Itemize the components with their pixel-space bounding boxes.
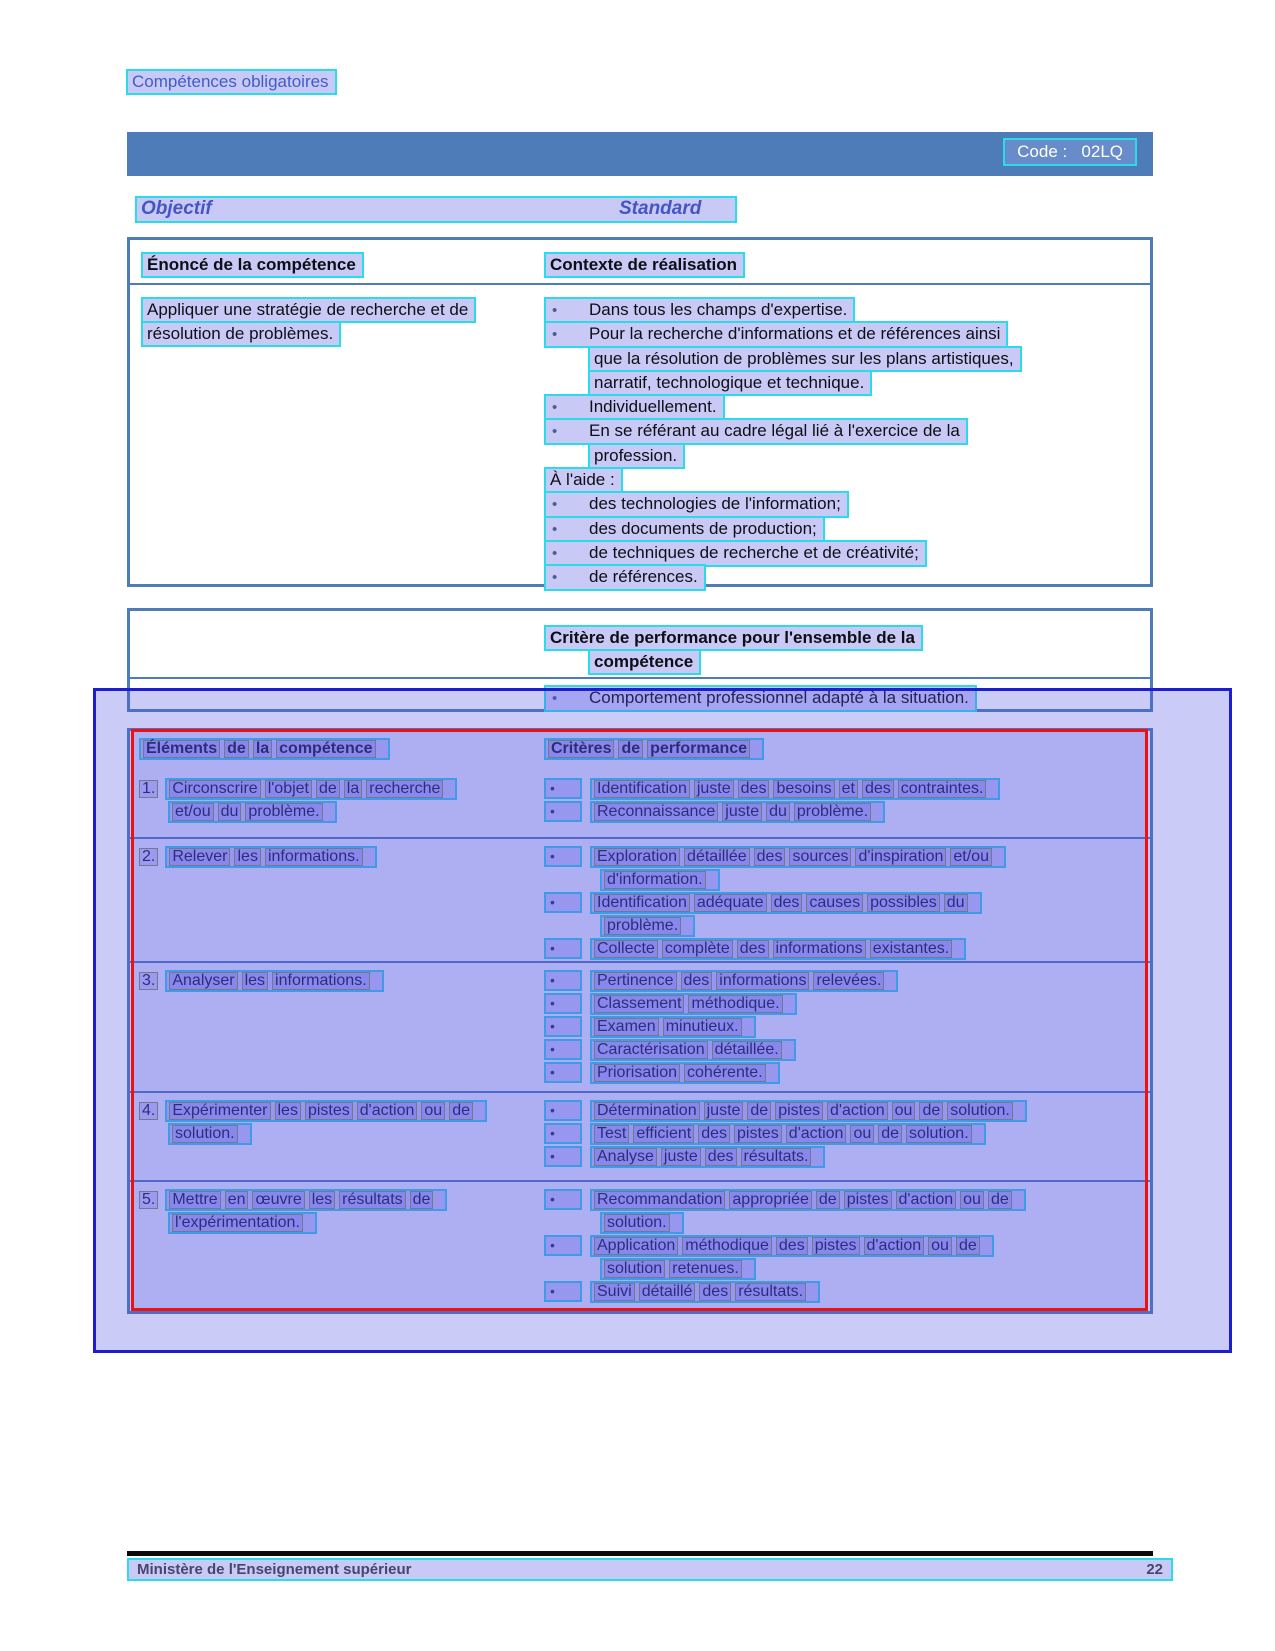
criteria-cell bbox=[544, 846, 1148, 961]
word-box: d'action bbox=[786, 1125, 847, 1143]
table3-row bbox=[130, 771, 1150, 837]
word-box: informations bbox=[773, 940, 866, 958]
word-box: d'action bbox=[827, 1102, 888, 1120]
word-box: cohérente. bbox=[684, 1064, 766, 1082]
highlight-box: profession. bbox=[588, 443, 685, 469]
bullet-icon: • bbox=[552, 544, 558, 562]
element-number: 3. bbox=[139, 972, 158, 990]
bullet-icon: • bbox=[544, 1281, 582, 1302]
word-box: des bbox=[705, 1148, 737, 1166]
word-box: la bbox=[253, 740, 272, 758]
highlight-box bbox=[590, 1100, 1027, 1122]
line-text: de références. bbox=[589, 567, 698, 587]
word-box: solution. bbox=[906, 1125, 972, 1143]
highlight-box bbox=[544, 394, 725, 421]
word-box: de bbox=[956, 1237, 980, 1255]
criterion-line bbox=[544, 1212, 1148, 1235]
criterion-line bbox=[544, 846, 1148, 869]
word-box: juste bbox=[661, 1148, 701, 1166]
word-box: des bbox=[776, 1237, 808, 1255]
highlight-box: Appliquer une stratégie de recherche et de bbox=[141, 297, 476, 323]
word-box: Priorisation bbox=[594, 1064, 680, 1082]
highlight-box bbox=[590, 938, 966, 960]
criteria-cell bbox=[544, 970, 1148, 1085]
highlight-box bbox=[590, 1123, 986, 1145]
word-box: Expérimenter bbox=[169, 1102, 270, 1120]
word-box: œuvre bbox=[252, 1191, 304, 1209]
competence-statement bbox=[141, 297, 476, 346]
highlight-box bbox=[590, 1235, 994, 1257]
bullet-icon: • bbox=[544, 778, 582, 799]
word-box: pistes bbox=[812, 1237, 860, 1255]
word-box: l'objet bbox=[265, 780, 312, 798]
word-box: sources bbox=[789, 848, 851, 866]
word-box: solution. bbox=[947, 1102, 1013, 1120]
line-text: de techniques de recherche et de créativité; bbox=[589, 542, 919, 562]
highlight-box bbox=[590, 801, 885, 823]
bullet-icon: • bbox=[544, 1039, 582, 1060]
element-line bbox=[139, 846, 539, 869]
word-box: juste bbox=[694, 780, 734, 798]
line-text: des documents de production; bbox=[589, 518, 817, 538]
footer-band bbox=[127, 1558, 1173, 1581]
word-box: des bbox=[698, 1125, 730, 1143]
word-box: les bbox=[275, 1102, 301, 1120]
statement-line bbox=[141, 297, 476, 321]
context-line bbox=[544, 685, 1150, 709]
highlight-box bbox=[590, 778, 1000, 800]
element-line bbox=[139, 1212, 539, 1235]
word-box: ou bbox=[892, 1102, 916, 1120]
word-box: Critères bbox=[548, 740, 614, 758]
highlight-box bbox=[544, 418, 968, 445]
element-line bbox=[139, 1100, 539, 1123]
bullet-icon: • bbox=[544, 801, 582, 822]
bullet-icon: • bbox=[552, 399, 558, 417]
word-box: en bbox=[225, 1191, 249, 1209]
word-box: compétence bbox=[276, 740, 375, 758]
t3-col2-header bbox=[544, 738, 764, 760]
line-text: des technologies de l'information; bbox=[589, 494, 841, 514]
table3-row bbox=[130, 961, 1150, 1091]
word-box: de bbox=[747, 1102, 771, 1120]
element-number: 1. bbox=[139, 780, 158, 798]
element-line bbox=[139, 801, 539, 824]
word-box: solution bbox=[604, 1260, 665, 1278]
context-line bbox=[544, 394, 1144, 418]
word-box: Analyse bbox=[594, 1148, 657, 1166]
header-bar bbox=[127, 132, 1153, 176]
bullet-icon: • bbox=[552, 520, 558, 538]
word-box: du bbox=[218, 803, 242, 821]
table-enonce-contexte bbox=[127, 237, 1153, 587]
word-box: adéquate bbox=[694, 894, 767, 912]
word-box: de bbox=[316, 780, 340, 798]
word-box: Exploration bbox=[594, 848, 680, 866]
criterion-line bbox=[544, 1189, 1148, 1212]
criterion-line bbox=[544, 1123, 1148, 1146]
highlight-box bbox=[544, 321, 1008, 348]
word-box: ou bbox=[421, 1102, 445, 1120]
table3-row bbox=[130, 1091, 1150, 1180]
context-line bbox=[544, 467, 1144, 491]
word-box: possibles bbox=[867, 894, 940, 912]
element-line bbox=[139, 1189, 539, 1212]
bullet-icon: • bbox=[544, 846, 582, 867]
bullet-icon: • bbox=[552, 302, 558, 319]
word-box: les bbox=[234, 848, 260, 866]
statement-line bbox=[141, 321, 476, 345]
element-line bbox=[139, 970, 539, 993]
word-box: Application bbox=[594, 1237, 678, 1255]
highlight-box bbox=[590, 1016, 756, 1038]
word-box: de bbox=[988, 1191, 1012, 1209]
highlight-box bbox=[600, 915, 695, 937]
word-box: de bbox=[816, 1191, 840, 1209]
context-line bbox=[544, 649, 1150, 673]
context-line bbox=[544, 443, 1144, 467]
context-line bbox=[544, 564, 1144, 588]
word-box: informations bbox=[716, 972, 809, 990]
word-box: solution. bbox=[172, 1125, 238, 1143]
bullet-icon: • bbox=[552, 496, 558, 514]
word-box: ou bbox=[928, 1237, 952, 1255]
table2-items bbox=[130, 679, 1150, 709]
highlight-box bbox=[590, 1281, 820, 1303]
footer-rule bbox=[127, 1551, 1153, 1556]
word-box: Suivi bbox=[594, 1283, 635, 1301]
word-box: détaillée. bbox=[712, 1041, 782, 1059]
word-box: des bbox=[754, 848, 786, 866]
word-box: Test bbox=[594, 1125, 629, 1143]
element-cell bbox=[139, 970, 539, 993]
highlight-box bbox=[168, 801, 337, 823]
criteria-cell bbox=[544, 1100, 1148, 1169]
word-box: des bbox=[699, 1283, 731, 1301]
word-box: efficient bbox=[633, 1125, 694, 1143]
word-box: besoins bbox=[773, 780, 834, 798]
word-box: et bbox=[839, 780, 858, 798]
element-number: 5. bbox=[139, 1191, 158, 1209]
bullet-icon: • bbox=[544, 892, 582, 913]
highlight-box bbox=[544, 564, 706, 591]
bullet-icon: • bbox=[552, 569, 558, 587]
word-box: d'information. bbox=[604, 871, 706, 889]
bullet-icon: • bbox=[544, 1189, 582, 1210]
word-box: des bbox=[737, 940, 769, 958]
word-box: d'inspiration bbox=[855, 848, 946, 866]
context-line bbox=[544, 516, 1144, 540]
context-line bbox=[544, 346, 1144, 370]
word-box: les bbox=[309, 1191, 335, 1209]
word-box: de bbox=[224, 740, 249, 758]
t3-col1-header bbox=[139, 738, 390, 760]
highlight-box: que la résolution de problèmes sur les plans artistiques, bbox=[588, 346, 1022, 372]
criterion-line bbox=[544, 1281, 1148, 1304]
word-box: de bbox=[919, 1102, 943, 1120]
criterion-line bbox=[544, 938, 1148, 961]
highlight-box bbox=[590, 846, 1006, 868]
element-cell bbox=[139, 846, 539, 869]
word-box: Circonscrire bbox=[169, 780, 260, 798]
highlight-box bbox=[600, 869, 720, 891]
word-box: des bbox=[771, 894, 803, 912]
bullet-icon: • bbox=[544, 1123, 582, 1144]
highlight-box bbox=[165, 1189, 447, 1211]
word-box: problème. bbox=[245, 803, 322, 821]
criterion-line bbox=[544, 1100, 1148, 1123]
highlight-box: À l'aide : bbox=[544, 467, 623, 493]
heading-objectif: Objectif bbox=[141, 198, 212, 219]
bullet-icon: • bbox=[552, 326, 558, 344]
criteria-cell bbox=[544, 778, 1148, 824]
highlight-box bbox=[600, 1212, 684, 1234]
highlight-box bbox=[544, 540, 927, 567]
word-box: Reconnaissance bbox=[594, 803, 718, 821]
word-box: appropriée bbox=[729, 1191, 812, 1209]
highlight-box bbox=[165, 1100, 487, 1122]
highlight-box bbox=[544, 297, 855, 324]
context-line bbox=[544, 625, 1150, 649]
bullet-icon: • bbox=[544, 1235, 582, 1256]
criterion-line bbox=[544, 1235, 1148, 1258]
word-box: pistes bbox=[734, 1125, 782, 1143]
word-box: juste bbox=[722, 803, 762, 821]
word-box: recherche bbox=[366, 780, 443, 798]
criterion-line bbox=[544, 915, 1148, 938]
word-box: Éléments bbox=[143, 740, 220, 758]
word-box: Examen bbox=[594, 1018, 659, 1036]
highlight-box bbox=[590, 1039, 796, 1061]
criteria-cell bbox=[544, 1189, 1148, 1304]
highlight-box: résolution de problèmes. bbox=[141, 321, 341, 347]
highlight-box: Critère de performance pour l'ensemble de la bbox=[544, 625, 923, 651]
highlight-box bbox=[590, 1189, 1026, 1211]
word-box: détaillée bbox=[684, 848, 750, 866]
word-box: informations. bbox=[265, 848, 363, 866]
highlight-box bbox=[165, 778, 457, 800]
footer-ministry: Ministère de l'Enseignement supérieur bbox=[137, 1561, 412, 1578]
line-text: Dans tous les champs d'expertise. bbox=[589, 300, 848, 319]
element-number: 2. bbox=[139, 848, 158, 866]
line-text: Individuellement. bbox=[589, 397, 717, 417]
context-line bbox=[544, 370, 1144, 394]
criterion-line bbox=[544, 993, 1148, 1016]
bullet-icon: • bbox=[552, 690, 558, 707]
criterion-line bbox=[544, 801, 1148, 824]
context-line bbox=[544, 418, 1144, 442]
word-box: ou bbox=[850, 1125, 874, 1143]
word-box: Pertinence bbox=[594, 972, 677, 990]
word-box: relevées. bbox=[813, 972, 884, 990]
t1-col2-header: Contexte de réalisation bbox=[544, 252, 745, 278]
table3-row bbox=[130, 837, 1150, 961]
highlight-box bbox=[168, 1212, 317, 1234]
word-box: des bbox=[681, 972, 713, 990]
word-box: d'action bbox=[896, 1191, 957, 1209]
highlight-box: narratif, technologique et technique. bbox=[588, 370, 872, 396]
context-line bbox=[544, 297, 1144, 321]
heading-standard: Standard bbox=[619, 198, 702, 219]
word-box: pistes bbox=[775, 1102, 823, 1120]
bullet-icon: • bbox=[544, 938, 582, 959]
word-box: de bbox=[618, 740, 643, 758]
word-box: résultats. bbox=[735, 1283, 806, 1301]
table3-header-row bbox=[130, 731, 1150, 771]
bullet-icon: • bbox=[544, 1062, 582, 1083]
word-box: ou bbox=[960, 1191, 984, 1209]
word-box: du bbox=[944, 894, 968, 912]
word-box: Détermination bbox=[594, 1102, 700, 1120]
word-box: de bbox=[410, 1191, 434, 1209]
word-box: pistes bbox=[844, 1191, 892, 1209]
word-box: Caractérisation bbox=[594, 1041, 708, 1059]
context-line bbox=[544, 540, 1144, 564]
element-cell bbox=[139, 1100, 539, 1146]
bullet-icon: • bbox=[544, 993, 582, 1014]
criterion-line bbox=[544, 1016, 1148, 1039]
word-box: informations. bbox=[272, 972, 370, 990]
word-box: contraintes. bbox=[898, 780, 987, 798]
word-box: et/ou bbox=[172, 803, 214, 821]
element-line bbox=[139, 778, 539, 801]
line-text: Pour la recherche d'informations et de références ainsi bbox=[589, 324, 1001, 344]
criterion-line bbox=[544, 778, 1148, 801]
table3-row bbox=[130, 1180, 1150, 1309]
line-text: Comportement professionnel adapté à la situation. bbox=[589, 688, 969, 707]
highlight-box bbox=[544, 685, 977, 712]
highlight-box bbox=[590, 1062, 780, 1084]
table-elements-criteres bbox=[127, 728, 1153, 1314]
word-box: les bbox=[242, 972, 268, 990]
element-cell bbox=[139, 1189, 539, 1235]
word-box: problème. bbox=[794, 803, 871, 821]
word-box: et/ou bbox=[950, 848, 992, 866]
word-box: du bbox=[766, 803, 790, 821]
word-box: Mettre bbox=[169, 1191, 220, 1209]
element-line bbox=[139, 1123, 539, 1146]
word-box: Identification bbox=[594, 780, 690, 798]
word-box: méthodique bbox=[682, 1237, 772, 1255]
word-box: Identification bbox=[594, 894, 690, 912]
word-box: solution. bbox=[604, 1214, 670, 1232]
word-box: résultats. bbox=[741, 1148, 812, 1166]
word-box: performance bbox=[647, 740, 750, 758]
word-box: résultats bbox=[339, 1191, 405, 1209]
word-box: pistes bbox=[305, 1102, 353, 1120]
table1-header-row bbox=[130, 240, 1150, 285]
word-box: problème. bbox=[604, 917, 681, 935]
word-box: retenues. bbox=[669, 1260, 742, 1278]
criterion-line bbox=[544, 1146, 1148, 1169]
word-box: d'action bbox=[357, 1102, 418, 1120]
context-line bbox=[544, 321, 1144, 345]
context-line bbox=[544, 491, 1144, 515]
page-title: Compétences obligatoires bbox=[126, 69, 337, 95]
element-cell bbox=[139, 778, 539, 824]
highlight-box bbox=[590, 1146, 825, 1168]
word-box: juste bbox=[704, 1102, 744, 1120]
criterion-line bbox=[544, 1062, 1148, 1085]
element-number: 4. bbox=[139, 1102, 158, 1120]
word-box: existantes. bbox=[870, 940, 952, 958]
bullet-icon: • bbox=[544, 970, 582, 991]
word-box: Relever bbox=[169, 848, 230, 866]
context-list bbox=[544, 297, 1144, 589]
word-box: Recommandation bbox=[594, 1191, 725, 1209]
criterion-line bbox=[544, 1258, 1148, 1281]
word-box: des bbox=[738, 780, 770, 798]
word-box: détaillé bbox=[639, 1283, 696, 1301]
heading-band bbox=[135, 196, 737, 223]
highlight-box bbox=[165, 970, 383, 992]
word-box: des bbox=[862, 780, 894, 798]
highlight-box bbox=[165, 846, 376, 868]
highlight-box bbox=[544, 516, 825, 543]
footer-page-number: 22 bbox=[1146, 1561, 1163, 1578]
highlight-box bbox=[590, 993, 797, 1015]
word-box: complète bbox=[662, 940, 733, 958]
code-badge: Code : 02LQ bbox=[1003, 138, 1137, 166]
word-box: d'action bbox=[864, 1237, 925, 1255]
word-box: Analyser bbox=[169, 972, 237, 990]
bullet-icon: • bbox=[544, 1016, 582, 1037]
table2-header bbox=[130, 611, 1150, 679]
word-box: la bbox=[344, 780, 362, 798]
bullet-icon: • bbox=[552, 423, 558, 441]
highlight-box bbox=[600, 1258, 756, 1280]
word-box: minutieux. bbox=[663, 1018, 742, 1036]
word-box: Classement bbox=[594, 995, 684, 1013]
criterion-line bbox=[544, 869, 1148, 892]
line-text: En se référant au cadre légal lié à l'exercice de la bbox=[589, 421, 960, 441]
word-box: méthodique. bbox=[688, 995, 782, 1013]
table-critere-ensemble bbox=[127, 608, 1153, 712]
word-box: causes bbox=[806, 894, 863, 912]
highlight-box: compétence bbox=[588, 649, 701, 675]
bullet-icon: • bbox=[544, 1100, 582, 1121]
word-box: l'expérimentation. bbox=[172, 1214, 303, 1232]
highlight-box bbox=[590, 892, 982, 914]
highlight-box bbox=[168, 1123, 252, 1145]
highlight-box bbox=[544, 491, 849, 518]
word-box: Collecte bbox=[594, 940, 658, 958]
criterion-line bbox=[544, 1039, 1148, 1062]
criterion-line bbox=[544, 970, 1148, 993]
bullet-icon: • bbox=[544, 1146, 582, 1167]
word-box: de bbox=[878, 1125, 902, 1143]
highlight-box bbox=[590, 970, 898, 992]
t1-col1-header: Énoncé de la compétence bbox=[141, 252, 364, 278]
criterion-line bbox=[544, 892, 1148, 915]
word-box: de bbox=[449, 1102, 473, 1120]
